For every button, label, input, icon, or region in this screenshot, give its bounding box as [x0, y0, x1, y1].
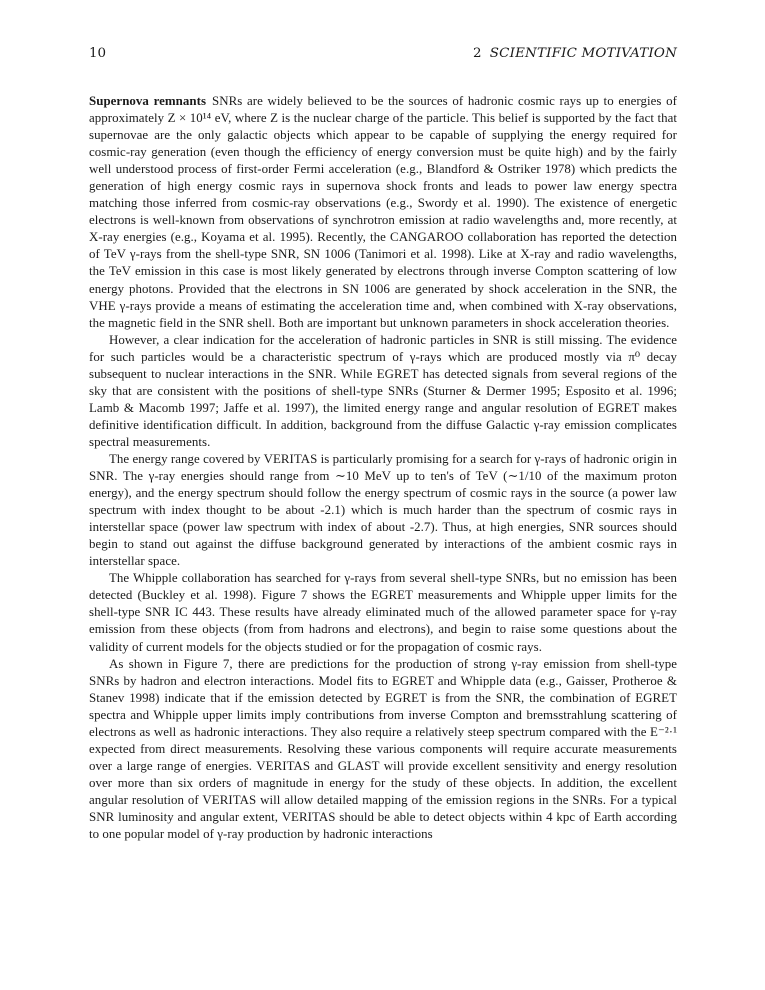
paragraph-text: SNRs are widely believed to be the sources of hadronic cosmic rays up to energies of approximately Z × 10¹⁴ eV, where Z is the nuclear charge of the particle. This belief is supported by the fact that supernovae are the only galactic objects which appear to be capable of supplying the energy required for cosmic-ray generation (even though the efficiency of energy conversion must be quite high) and by the fairly well understood process of first-order Fermi acceleration (e.g., Blandford & Ostriker 1978) which predicts the generation of high energy cosmic rays in supernova shock fronts and leads to power law energy spectra matching those inferred from cosmic-ray observations (e.g., Swordy et al. 1990). The existence of energetic electrons is well-known from observations of synchrotron emission at radio wavelengths and, more recently, at X-ray energies (e.g., Koyama et al. 1995). Recently, the CANGAROO collaboration has reported the detection of TeV γ-rays from the shell-type SNR, SN 1006 (Tanimori et al. 1998). Like at X-ray and radio wavelengths, the TeV emission in this case is most likely generated by electrons through inverse Compton scattering of low energy photons. Provided that the electrons in SN 1006 are generated by shock acceleration in the SNR, the VHE γ-rays provide a means of estimating the acceleration time and, when combined with X-ray observations, the magnetic field in the SNR shell. Both are important but unknown parameters in shock acceleration theories.: [89, 94, 677, 330]
page-header: [89, 46, 677, 66]
paragraph-heading: Supernova remnants: [89, 94, 207, 108]
paragraph-3: The energy range covered by VERITAS is particularly promising for a search for γ-rays of hadronic origin in SNR. The γ-ray energies should range from ∼10 MeV up to ten's of TeV (∼1/10 of the maximum proton energy), and the energy spectrum should follow the energy spectrum of cosmic rays in the source (a power law spectrum with index thought to be about -2.1) which is much harder than the spectrum of cosmic rays in interstellar space (power law spectrum with index of about -2.7). Thus, at high energies, SNR sources should begin to stand out against the diffuse background generated by interactions of the ambient cosmic rays in interstellar space.: [89, 451, 677, 569]
paragraph-4: The Whipple collaboration has searched for γ-rays from several shell-type SNRs, but no emission has been detected (Buckley et al. 1998). Figure 7 shows the EGRET measurements and Whipple upper limits for the shell-type SNR IC 443. These results have already eliminated much of the allowed parameter space for γ-ray emission from these objects (from from hadrons and electrons), and begin to raise some questions about the validity of current models for the objects studied or for the propagation of cosmic rays.: [89, 571, 677, 654]
section-number: 2: [473, 46, 482, 61]
body-text: [89, 93, 677, 843]
paragraph-1: [89, 93, 677, 332]
paragraph-2: However, a clear indication for the acceleration of hadronic particles in SNR is still missing. The evidence for such particles would be a characteristic spectrum of γ-rays which are produced mostly via π⁰ decay subsequent to nuclear interactions in the SNR. While EGRET has detected signals from several regions of the sky that are consistent with the positions of shell-type SNRs (Sturner & Dermer 1995; Esposito et al. 1996; Lamb & Macomb 1997; Jaffe et al. 1997), the limited energy range and angular resolution of EGRET makes definitive identification difficult. In addition, background from the diffuse Galactic γ-ray emission complicates spectral measurements.: [89, 332, 677, 449]
page-number: 10: [89, 46, 107, 61]
paragraph-5: As shown in Figure 7, there are predictions for the production of strong γ-ray emission from shell-type SNRs by hadron and electron interactions. Model fits to EGRET and Whipple data (e.g., Gaisser, Protheroe & Stanev 1998) indicate that if the emission detected by EGRET is from the SNR, the combination of EGRET spectra and Whipple upper limits imply contributions from inverse Compton and bremsstrahlung scattering of electrons as well as hadronic interactions. They also require a relatively steep spectrum compared with the E⁻²·¹ expected from direct measurements. Resolving these various components will require accurate measurements over a large range of energies. VERITAS and GLAST will provide excellent sensitivity and energy resolution over more than six orders of magnitude in energy for the study of these objects. In addition, the excellent angular resolution of VERITAS will allow detailed mapping of the emission regions in the SNRs. For a typical SNR luminosity and angular extent, VERITAS should be able to detect objects within 4 kpc of Earth according to one popular model of γ-ray production by hadronic interactions: [89, 656, 677, 842]
running-head: [473, 46, 677, 61]
section-title: SCIENTIFIC MOTIVATION: [489, 46, 677, 61]
